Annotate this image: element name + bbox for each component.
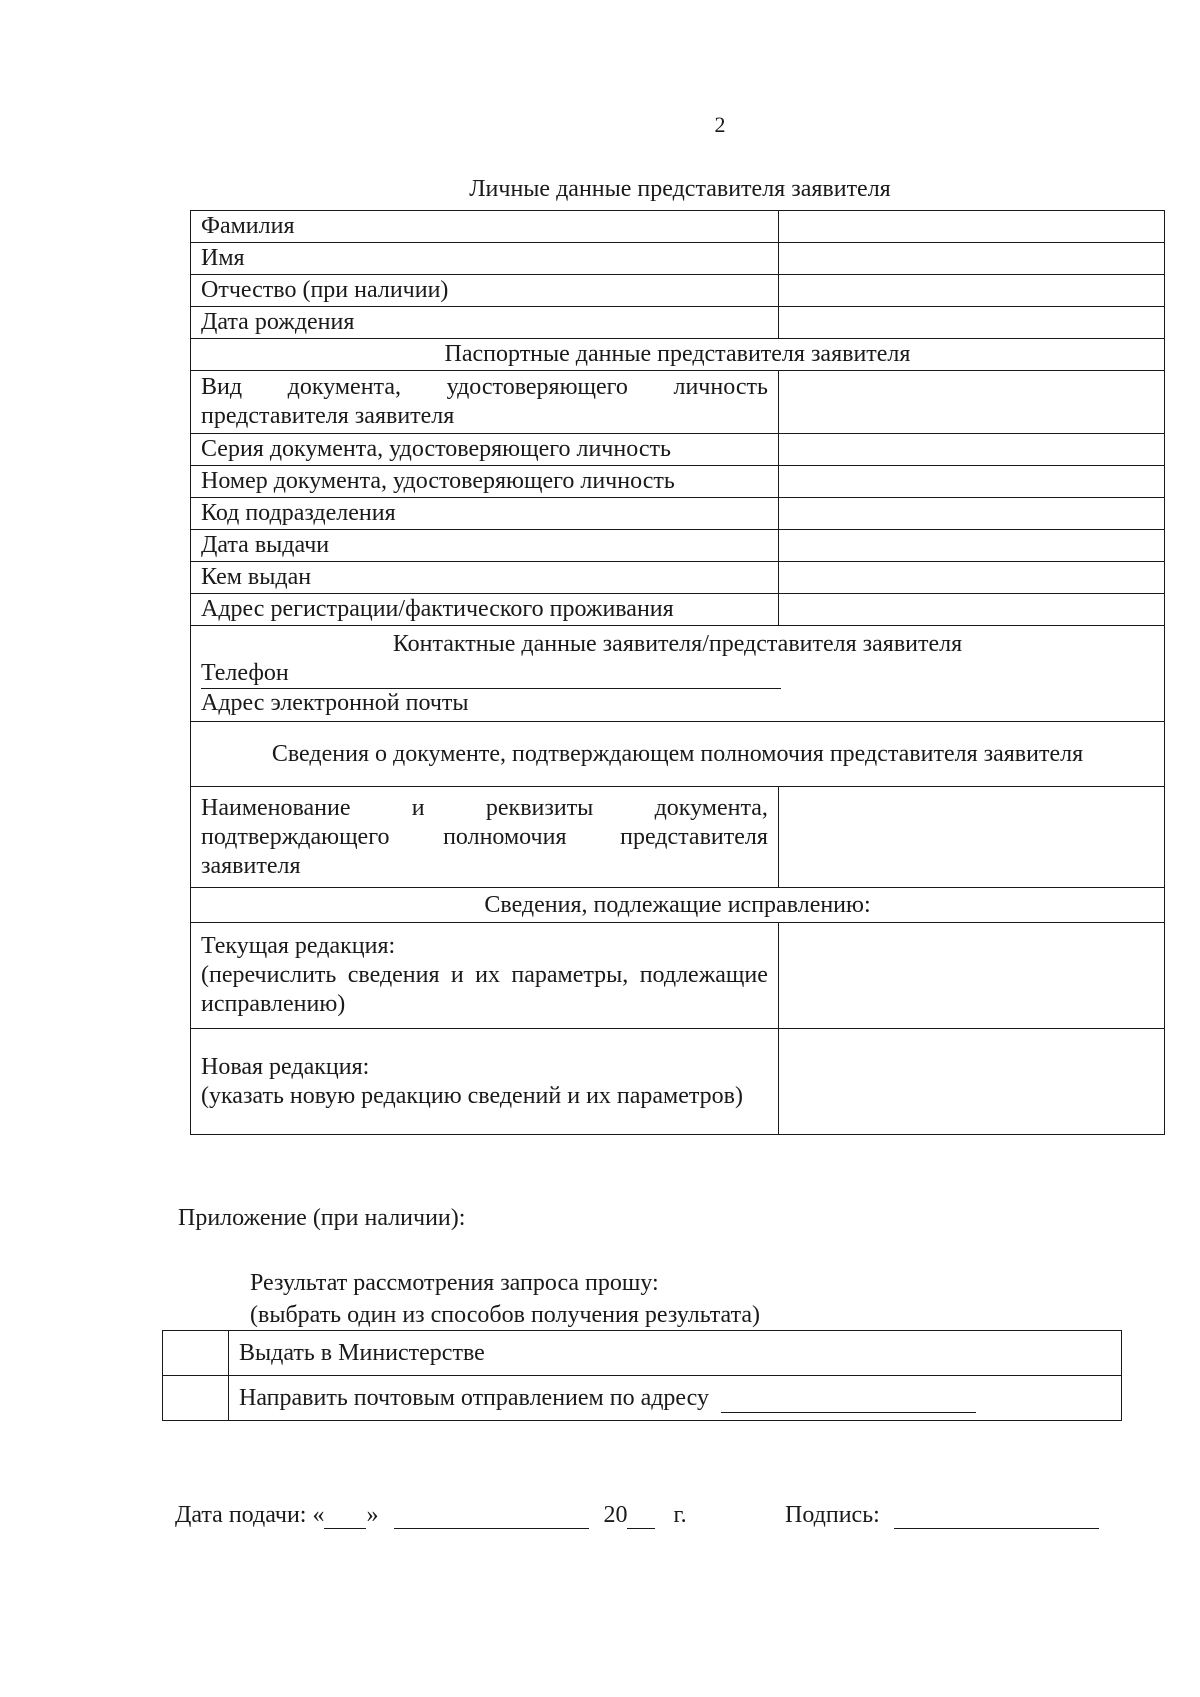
birth-date-field[interactable] <box>778 307 1164 339</box>
new-edition-label <box>191 1029 779 1135</box>
option-checkbox-ministry[interactable] <box>163 1331 229 1376</box>
address-field[interactable] <box>778 594 1164 626</box>
field-label: Адрес регистрации/фактического проживания <box>191 594 779 626</box>
year-suffix: г. <box>673 1502 687 1528</box>
field-label: Кем выдан <box>191 562 779 594</box>
table-row <box>191 562 1165 594</box>
table-row <box>191 275 1165 307</box>
result-heading <box>250 1267 760 1331</box>
field-label: Серия документа, удостоверяющего личность <box>191 434 779 466</box>
document-series-field[interactable] <box>778 434 1164 466</box>
name-field[interactable] <box>778 243 1164 275</box>
result-options-table <box>162 1330 1122 1421</box>
field-label: Дата рождения <box>191 307 779 339</box>
option-checkbox-mail[interactable] <box>163 1376 229 1421</box>
current-edition-label <box>191 923 779 1029</box>
table-row <box>191 307 1165 339</box>
section-header-row <box>191 722 1165 787</box>
field-label: Номер документа, удостоверяющего личность <box>191 466 779 498</box>
personal-section-title: Личные данные представителя заявителя <box>469 176 891 202</box>
section-header-row <box>191 888 1165 923</box>
field-label: Вид документа, удостоверяющего личность представителя заявителя <box>191 371 779 434</box>
signature-block <box>785 1502 1099 1529</box>
email-label: Адрес электронной почты <box>201 689 469 716</box>
corrections-section-title: Сведения, подлежащие исправлению: <box>191 888 1165 923</box>
field-label: Наименование и реквизиты документа, подтверждающего полномочия представителя заявителя <box>191 787 779 888</box>
month-field[interactable] <box>394 1504 589 1529</box>
document-type-field[interactable] <box>778 371 1164 434</box>
field-label: Дата выдачи <box>191 530 779 562</box>
year-field[interactable] <box>627 1504 655 1529</box>
surname-field[interactable] <box>778 211 1164 243</box>
current-edition-note: (перечислить сведения и их параметры, подлежащие исправлению) <box>201 962 768 1017</box>
phone-label: Телефон <box>201 659 781 689</box>
day-field[interactable] <box>324 1504 366 1529</box>
submission-date <box>175 1502 687 1529</box>
passport-section-title: Паспортные данные представителя заявителя <box>191 339 1165 371</box>
field-label: Код подразделения <box>191 498 779 530</box>
date-label: Дата подачи: « <box>175 1502 325 1528</box>
field-label: Отчество (при наличии) <box>191 275 779 307</box>
patronymic-field[interactable] <box>778 275 1164 307</box>
table-row <box>163 1331 1122 1376</box>
table-row <box>163 1376 1122 1421</box>
date-close: » <box>366 1502 379 1528</box>
authority-section-title: Сведения о документе, подтверждающем полномочия представителя заявителя <box>191 722 1165 787</box>
option-label: Направить почтовым отправлением по адресу <box>239 1384 710 1411</box>
issued-by-field[interactable] <box>778 562 1164 594</box>
table-row <box>191 466 1165 498</box>
contact-section-row <box>191 626 1165 722</box>
table-row <box>191 594 1165 626</box>
table-row <box>191 923 1165 1029</box>
result-subtitle: (выбрать один из способов получения результата) <box>250 1302 761 1328</box>
section-header-row <box>191 339 1165 371</box>
division-code-field[interactable] <box>778 498 1164 530</box>
appendix-label: Приложение (при наличии): <box>178 1205 466 1231</box>
table-row <box>191 787 1165 888</box>
result-title: Результат рассмотрения запроса прошу: <box>250 1270 659 1296</box>
new-edition-note: (указать новую редакцию сведений и их параметров) <box>201 1082 744 1109</box>
authority-document-field[interactable] <box>778 787 1164 888</box>
document-number-field[interactable] <box>778 466 1164 498</box>
field-label: Фамилия <box>191 211 779 243</box>
option-mail-cell <box>229 1376 1122 1421</box>
table-row <box>191 530 1165 562</box>
page-number: 2 <box>714 112 726 137</box>
mail-address-field[interactable] <box>721 1388 976 1413</box>
table-row <box>191 1029 1165 1135</box>
table-row <box>191 498 1165 530</box>
table-row <box>191 211 1165 243</box>
signature-field[interactable] <box>894 1502 1099 1529</box>
current-edition-heading: Текущая редакция: <box>201 933 396 959</box>
issue-date-field[interactable] <box>778 530 1164 562</box>
main-form-table <box>190 210 1165 1135</box>
contact-section <box>191 626 1165 722</box>
signature-label: Подпись: <box>785 1502 880 1528</box>
option-label: Выдать в Министерстве <box>229 1331 1122 1376</box>
new-edition-field[interactable] <box>778 1029 1164 1135</box>
field-label: Имя <box>191 243 779 275</box>
table-row <box>191 434 1165 466</box>
table-row <box>191 243 1165 275</box>
table-row <box>191 371 1165 434</box>
new-edition-heading: Новая редакция: <box>201 1053 370 1080</box>
year-prefix: 20 <box>603 1502 628 1528</box>
current-edition-field[interactable] <box>778 923 1164 1029</box>
contact-section-title: Контактные данные заявителя/представителя заявителя <box>392 630 963 657</box>
